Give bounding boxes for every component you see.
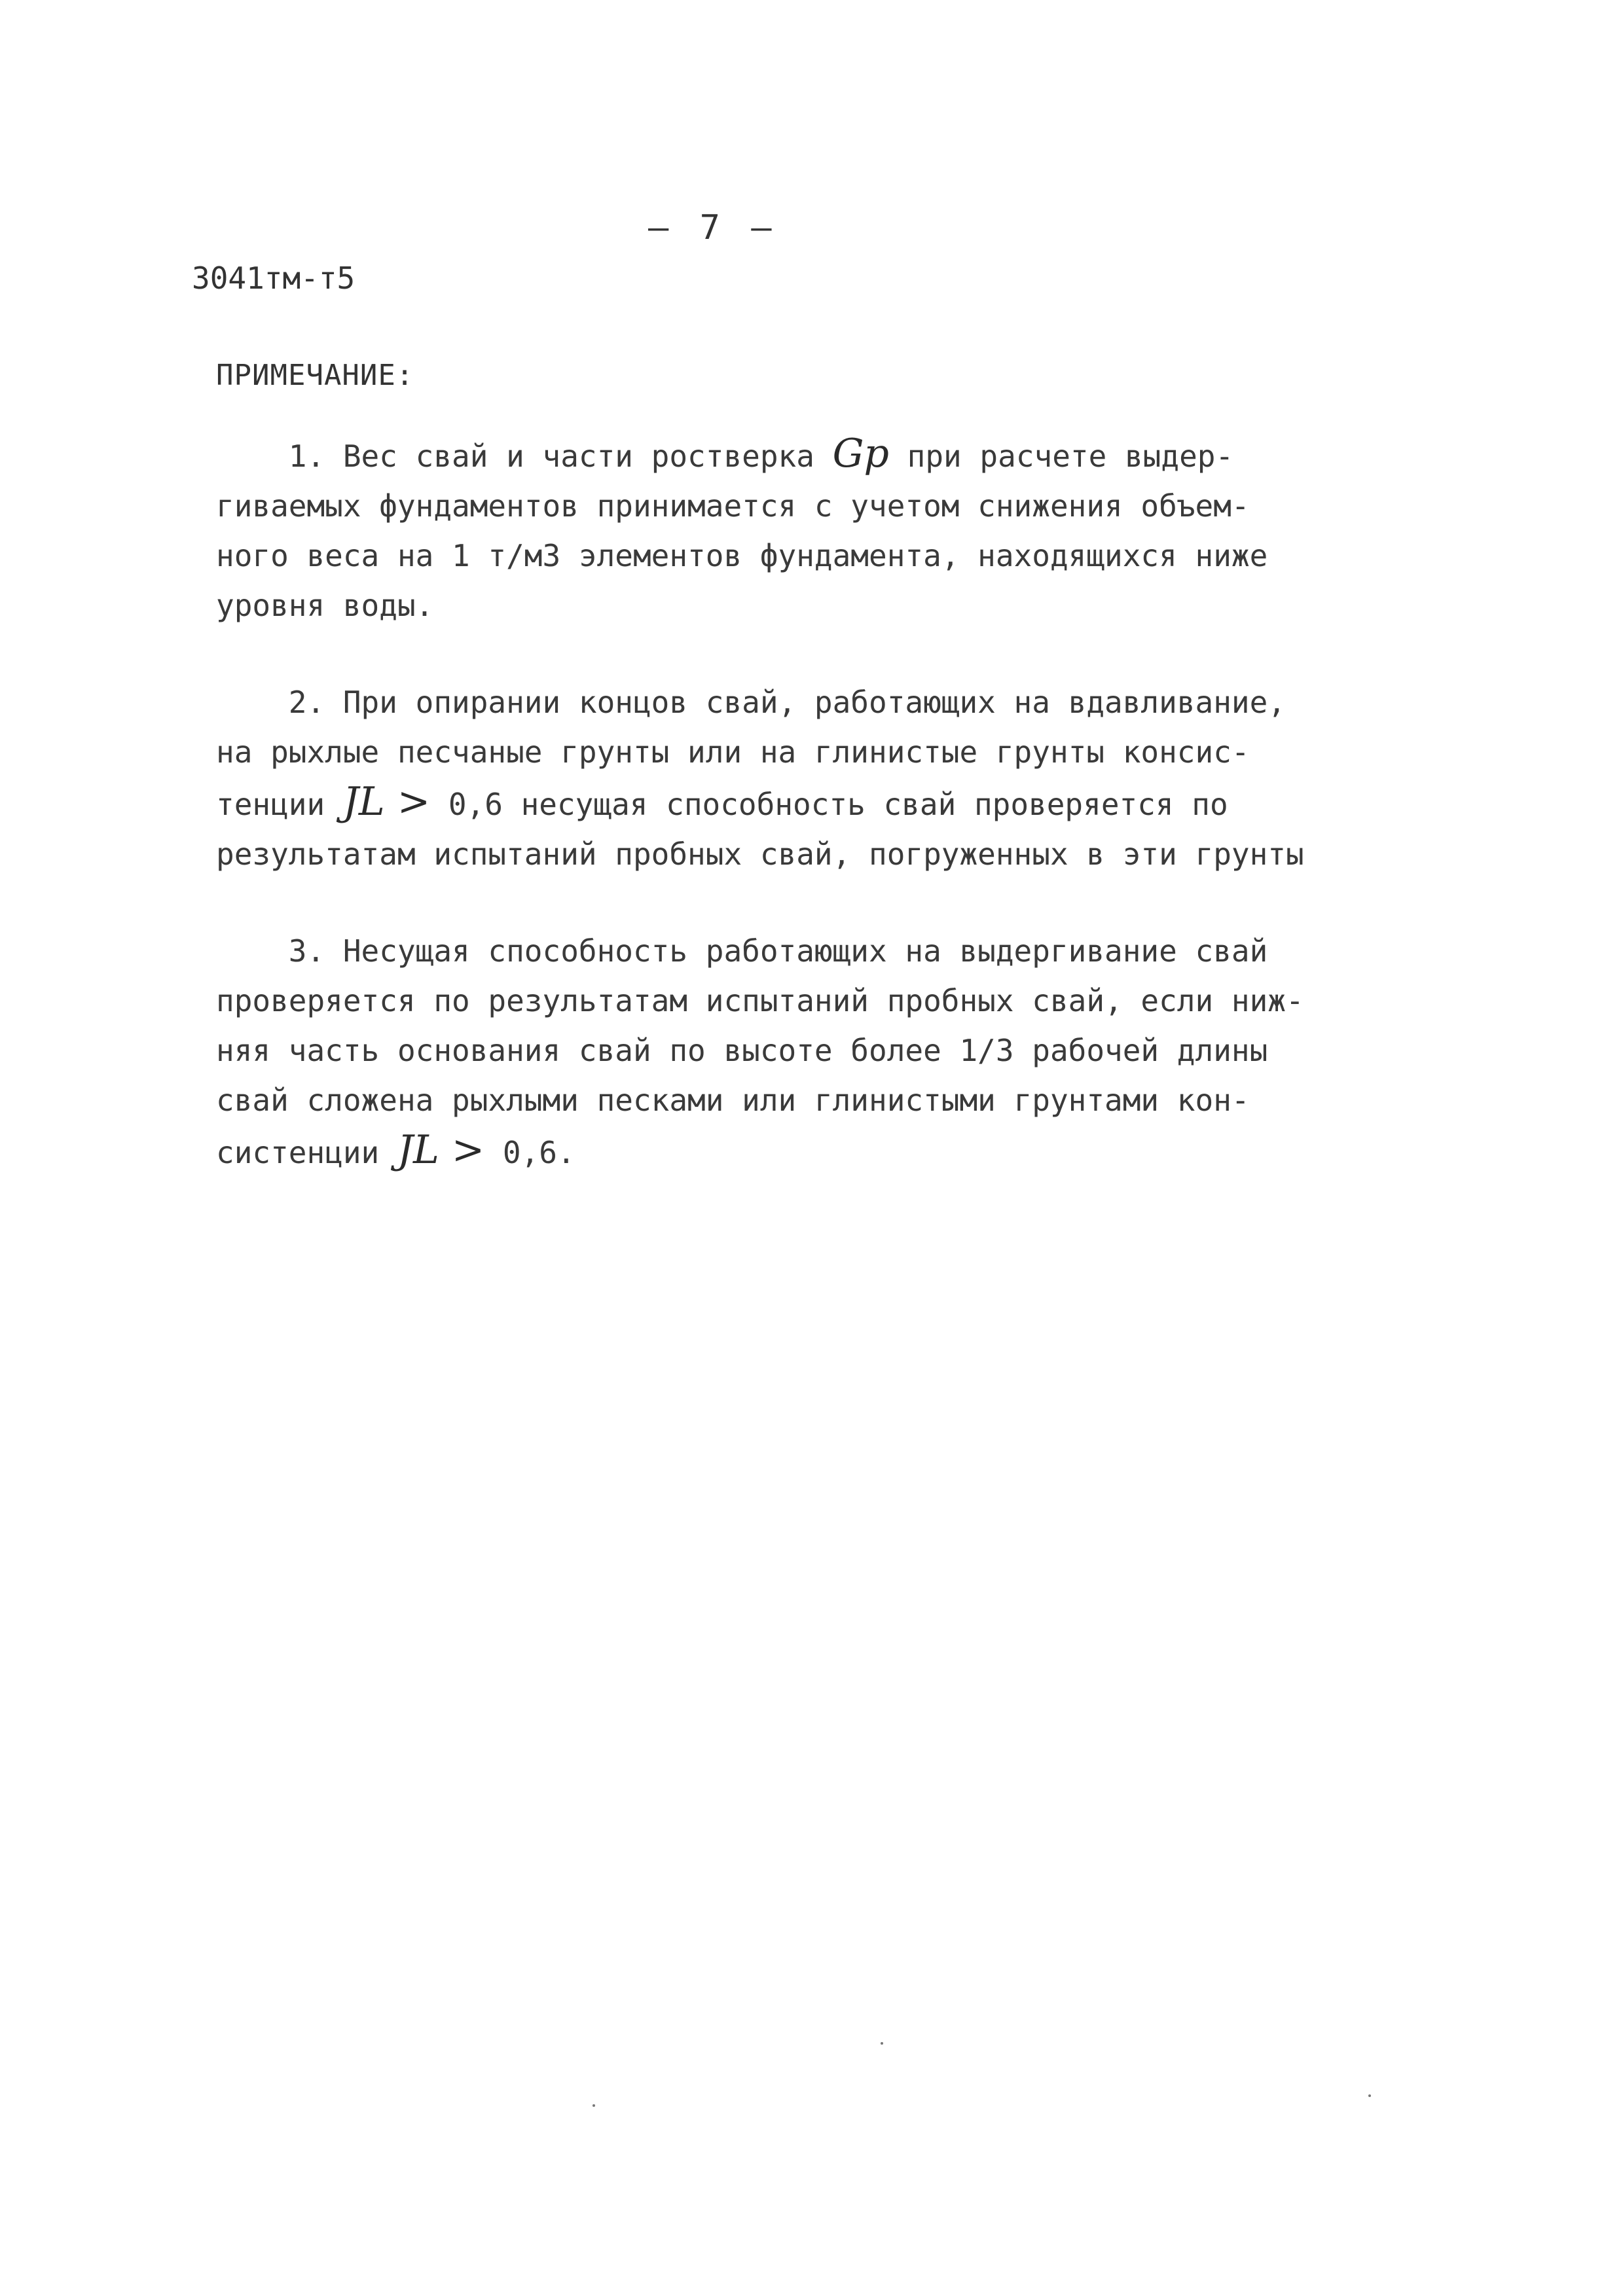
- note-line: проверяется по результатам испытаний пробных свай, если ниж-: [216, 983, 1304, 1018]
- note-line: [216, 429, 1440, 481]
- note-line: результатам испытаний пробных свай, погруженных в эти грунты: [216, 836, 1304, 872]
- note-line: свай сложена рыхлыми песками или глинистыми грунтами кон-: [216, 1083, 1250, 1118]
- handwritten-symbol: Gр: [832, 431, 889, 476]
- note-line: на рыхлые песчаные грунты или на глинистые грунты консис-: [216, 734, 1250, 770]
- note-line: ного веса на 1 т/м3 элементов фундамента, находящихся ниже: [216, 538, 1268, 573]
- handwritten-symbol: JL >: [342, 779, 431, 825]
- scan-speck: [593, 2104, 595, 2107]
- note-line: гиваемых фундаментов принимается с учетом снижения объем-: [216, 488, 1250, 524]
- note-3: [216, 926, 1440, 1177]
- note-line: [216, 1125, 1440, 1177]
- notes-heading: ПРИМЕЧАНИЕ:: [216, 359, 414, 392]
- document-code: 3041тм-т5: [192, 260, 356, 296]
- text-fragment: при расчете выдер-: [888, 439, 1234, 474]
- note-1: [216, 429, 1440, 630]
- text-fragment: 0,6 несущая способность свай проверяется по: [430, 787, 1228, 822]
- page-number: – 7 –: [648, 208, 777, 247]
- handwritten-symbol: JL >: [397, 1127, 485, 1173]
- note-2: [216, 677, 1440, 879]
- scan-speck: [881, 2042, 883, 2045]
- note-line: уровня воды.: [216, 588, 434, 623]
- scan-speck: [1368, 2094, 1371, 2097]
- note-line: [216, 777, 1440, 829]
- text-fragment: 0,6.: [484, 1135, 575, 1170]
- note-line: 3. Несущая способность работающих на выдергивание свай: [216, 933, 1268, 969]
- note-line: 2. При опирании концов свай, работающих на вдавливание,: [216, 685, 1286, 720]
- text-fragment: тенции: [216, 787, 343, 822]
- text-fragment: систенции: [216, 1135, 397, 1170]
- text-fragment: 1. Вес свай и части ростверка: [216, 439, 833, 474]
- note-line: няя часть основания свай по высоте более 1/3 рабочей длины: [216, 1033, 1268, 1068]
